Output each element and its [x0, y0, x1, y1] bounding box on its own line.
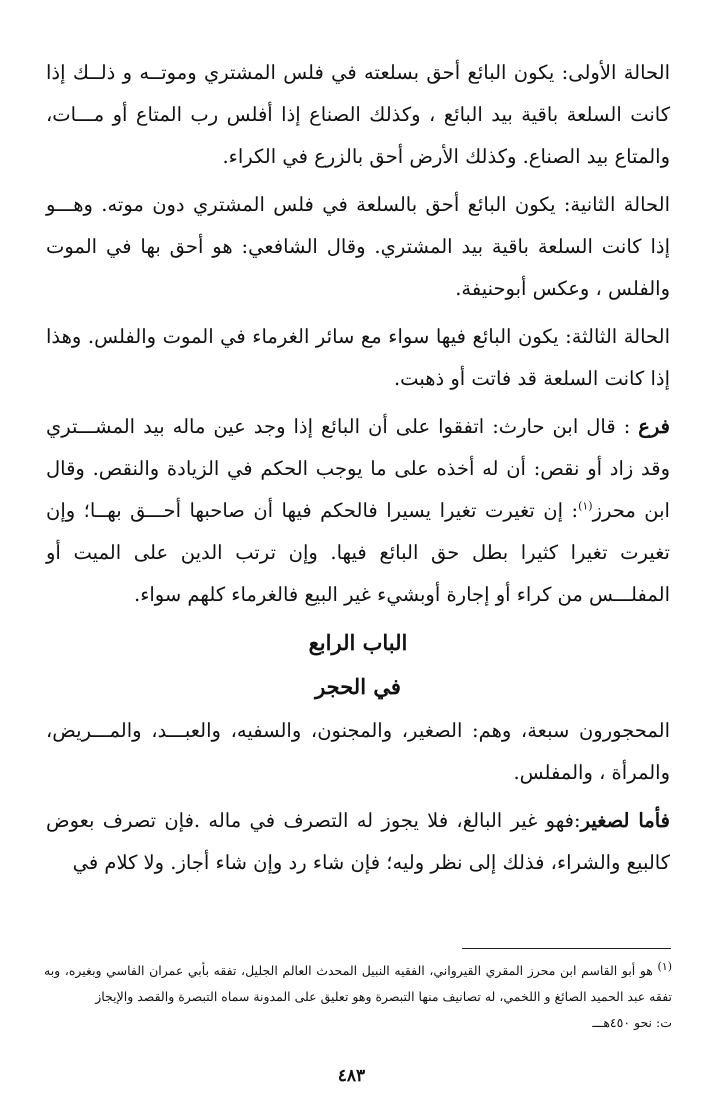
footnote-mark: (١) [657, 959, 672, 973]
paragraph-case-three: الحالة الثالثة: يكون البائع فيها سواء مع سائر الغرماء في الموت والفلس. وهذا إذا كانت السلعة قد فاتت أو ذهبت. [46, 325, 670, 390]
chapter-heading: الباب الرابع [308, 630, 408, 655]
paragraph-interdicted: المحجورون سبعة، وهم: الصغير، والمجنون، والسفيه، والعبـــد، والمـــريض، والمرأة ، والمفلس. [46, 719, 670, 784]
main-text [46, 52, 670, 890]
branch-text-part1: : قال ابن حارث: اتفقوا على أن البائع إذا وجد عين ماله بيد المشـــتري وقد زاد أو نقص: أن له أخذه على ما يوجب الحكم في الزيادة والنقص. وقال ابن محرز [46, 415, 670, 522]
footnote-text: هو أبو القاسم ابن محرز المقري القيرواني، الفقيه النبيل المحدث العالم الجليل، تفقه بأبي عمران الفاسي وبغيره، وبه تفقه عبد الحميد الصائغ و اللخمي، له تصانيف منها التبصرة وهو تعليق على المدونة سماه التبصرة والقصد والإيجاز [44, 963, 672, 1004]
page-number: ٤٨٣ [337, 1066, 366, 1086]
minor-label: فأما لصغير [580, 809, 670, 832]
section-heading: في الحجر [315, 674, 401, 699]
footnote [44, 958, 672, 1036]
paragraph-minor [46, 800, 670, 884]
footnote-line-1 [44, 958, 672, 1010]
branch-text-part2: : إن تغيرت تغيرا يسيرا فالحكم فيها أن صاحبها أحـــق بهــا؛ وإن تغيرت تغيرا كثيرا بطل حق البائع فيها. وإن ترتب الدين على الميت أو المفلـــس من كراء أو إجارة أوبشيء غير البيع فالغرماء كلهم سواء. [46, 499, 670, 606]
footnote-line-2: ت: نحو ٤٥٠هـــ [592, 1015, 672, 1030]
footnote-reference[interactable]: (١) [578, 499, 593, 513]
paragraph-branch [46, 406, 670, 616]
paragraph-case-two: الحالة الثانية: يكون البائع أحق بالسلعة في فلس المشتري دون موته. وهـــو إذا كانت السلعة باقية بيد المشتري. وقال الشافعي: هو أحق بها في الموت والفلس ، وعكس أبوحنيفة. [46, 193, 670, 300]
paragraph-case-one: الحالة الأولى: يكون البائع أحق بسلعته في فلس المشتري وموتــه و ذلــك إذا كانت السلعة باقية بيد البائع ، وكذلك الصناع إذا أفلس رب المتاع أو مـــات، والمتاع بيد الصناع. وكذلك الأرض أحق بالزرع في الكراء. [46, 61, 670, 168]
branch-label: فرع [638, 415, 670, 438]
minor-text: :فهو غير البالغ، فلا يجوز له التصرف في ماله .فإن تصرف بعوض كالبيع والشراء، فذلك إلى نظر وليه؛ فإن شاء رد وإن شاء أجاز. ولا كلام في [46, 809, 670, 874]
footnote-separator [462, 948, 671, 949]
